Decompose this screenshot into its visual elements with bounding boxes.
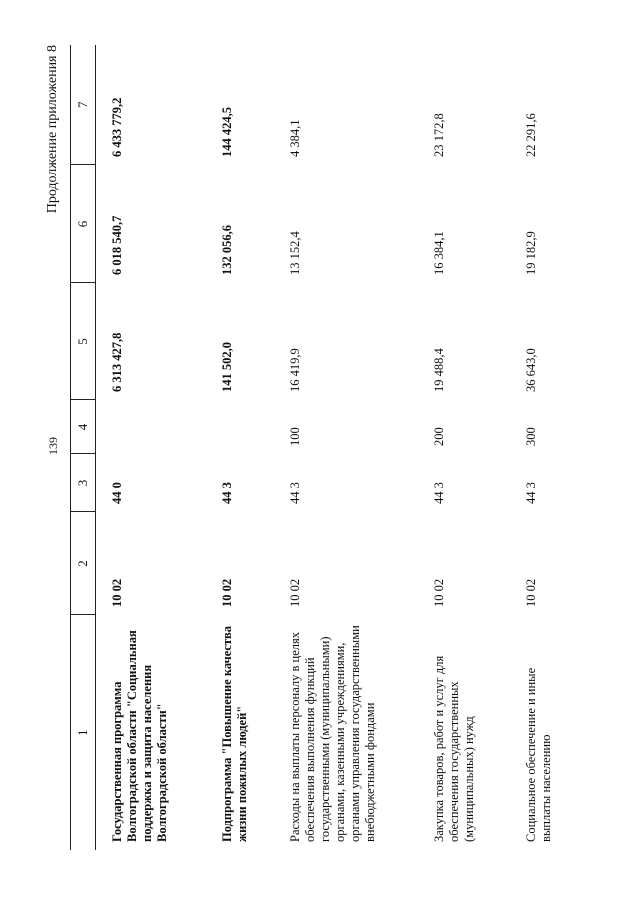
amount-col5: 141 502,0 [220,342,234,392]
page-number: 139 [46,437,60,455]
amount-col5: 16 419,9 [288,348,302,392]
program-code: 44 3 [524,482,538,504]
budget-table [70,45,578,850]
table-row [518,45,578,850]
amount-col5: 6 313 427,8 [110,332,124,392]
column-header: 7 [71,45,96,165]
amount-col6: 132 056,6 [220,225,234,275]
amount-col7: 4 384,1 [288,119,302,157]
row-name: Подпрограмма "Повышение качества жизни пожилых людей" [220,625,249,842]
amount-col7: 23 172,8 [432,113,446,157]
amount-col7: 22 291,6 [524,113,538,157]
amount-col6: 6 018 540,7 [110,215,124,275]
expense-type [96,400,215,454]
table-row [214,45,282,850]
table-row [96,45,215,850]
header-row [71,45,96,850]
amount-col6: 13 152,4 [288,231,302,275]
column-header: 1 [71,615,96,850]
expense-type: 100 [288,427,302,446]
section-code: 10 02 [288,578,302,607]
expense-type [214,400,282,454]
row-name: Государственная программа Волгоградской области "Социальная поддержка и защита населения Волгоградской области" [110,630,169,842]
row-name: Закупка товаров, работ и услуг для обеспечения государственных (муниципальных) нужд [432,655,476,842]
amount-col6: 19 182,9 [524,231,538,275]
section-code: 10 02 [110,578,124,607]
column-header: 2 [71,512,96,615]
row-name: Социальное обеспечение и иные выплаты населению [524,667,553,842]
row-name: Расходы на выплаты персоналу в целях обеспечения выполнения функций государственными (муниципальными) органами, казенными учреждениями, органами управления государственными внебюджетными фондами [288,625,377,842]
amount-col5: 19 488,4 [432,348,446,392]
table-row [426,45,518,850]
rotated-table-sheet [40,45,600,850]
program-code: 44 3 [288,482,302,504]
column-header: 5 [71,283,96,400]
column-header: 4 [71,400,96,454]
expense-type: 300 [524,427,538,446]
amount-col7: 144 424,5 [220,107,234,157]
program-code: 44 0 [110,482,124,504]
program-code: 44 3 [220,482,234,504]
section-code: 10 02 [432,578,446,607]
program-code: 44 3 [432,482,446,504]
column-header: 6 [71,165,96,283]
amount-col7: 6 433 779,2 [110,97,124,157]
amount-col6: 16 384,1 [432,231,446,275]
section-code: 10 02 [524,578,538,607]
expense-type: 200 [432,427,446,446]
section-code: 10 02 [220,578,234,607]
column-header: 3 [71,454,96,512]
amount-col5: 36 643,0 [524,348,538,392]
table-row [282,45,426,850]
continuation-note: Продолжение приложения 8 [45,45,60,214]
